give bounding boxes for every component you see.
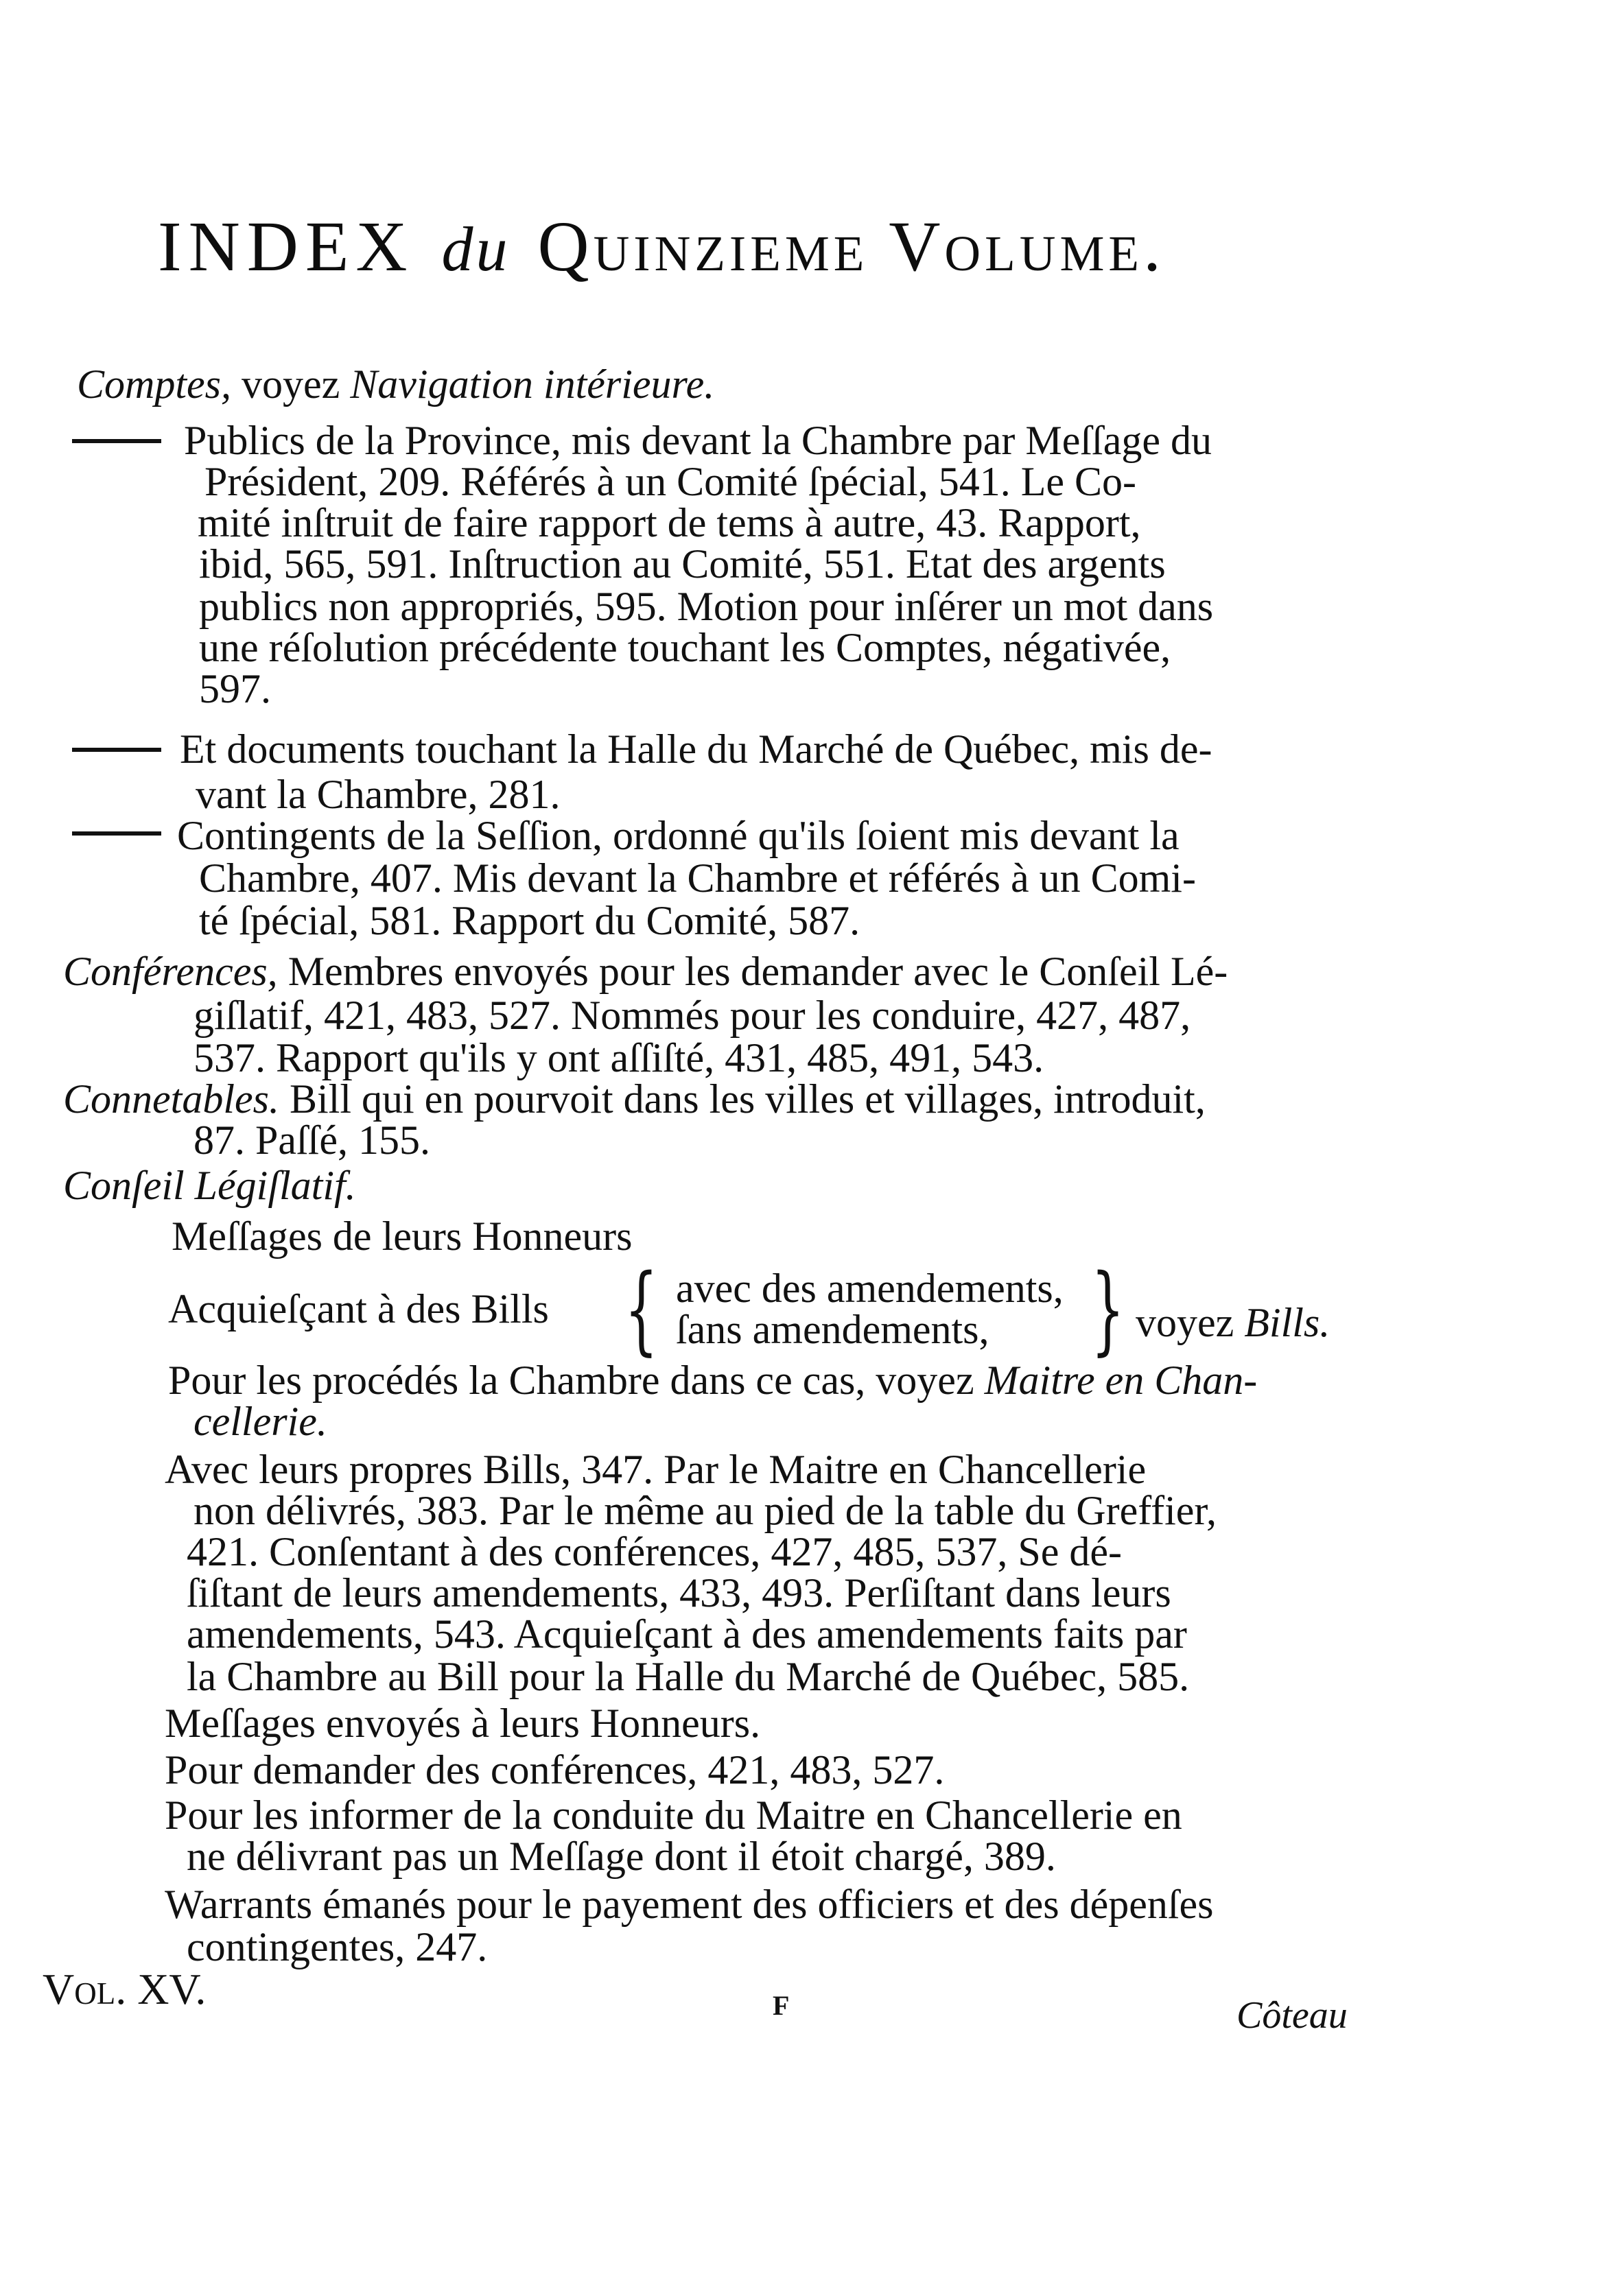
conseil-maitre-ref: Maitre en Chan- xyxy=(984,1358,1258,1403)
title-volume: Volume. xyxy=(889,207,1165,286)
conseil-pour-proc: Pour les procédés la Chambre dans ce cas, voyez xyxy=(168,1358,974,1403)
avec-leurs-line-4: ſiſtant de leurs amendements, 433, 493. Perſiſtant dans leurs xyxy=(187,1570,1171,1616)
contingents-line-1: Contingents de la Seſſion, ordonné qu'ils ſoient mis devant la xyxy=(177,813,1180,858)
warrants-line-2: contingentes, 247. xyxy=(187,1924,488,1969)
avec-leurs-line-5: amendements, 543. Acquieſçant à des amendements faits par xyxy=(187,1611,1187,1657)
conseil-pour-procedes xyxy=(168,1360,1257,1401)
right-brace-icon: } xyxy=(1091,1254,1125,1366)
publics-line-3: mité inſtruit de faire rapport de tems à autre, 43. Rapport, xyxy=(198,500,1141,545)
conseil-pour-demander: Pour demander des conférences, 421, 483, 527. xyxy=(165,1747,945,1792)
publics-line-4: ibid, 565, 591. Inſtruction au Comité, 551. Etat des argents xyxy=(199,541,1166,587)
conseil-voyez-bills xyxy=(1136,1302,1330,1343)
avec-leurs-line-2: non délivrés, 383. Par le même au pied de la table du Greffier, xyxy=(194,1488,1217,1533)
conseil-maitre-ref-2: cellerie. xyxy=(194,1399,327,1444)
conseil-bills: Bills. xyxy=(1244,1300,1330,1345)
contingents-line-3: té ſpécial, 581. Rapport du Comité, 587. xyxy=(199,898,860,943)
avec-leurs-line-6: la Chambre au Bill pour la Halle du Marché de Québec, 585. xyxy=(187,1654,1190,1699)
entry-head-connetables: Connetables. xyxy=(63,1076,279,1122)
connetables-line-2: 87. Paſſé, 155. xyxy=(194,1117,430,1163)
publics-line-1: Publics de la Province, mis devant la Chambre par Meſſage du xyxy=(184,418,1212,463)
connetables-line-1: Bill qui en pourvoit dans les villes et villages, introduit, xyxy=(289,1076,1206,1122)
title-du: du xyxy=(441,214,511,284)
avec-leurs-line-3: 421. Conſentant à des conférences, 427, 485, 537, Se dé- xyxy=(187,1529,1122,1574)
footer-volume: Vol. XV. xyxy=(43,1965,207,2013)
conseil-voyez: voyez xyxy=(1136,1300,1234,1345)
entry-comptes xyxy=(77,364,714,405)
warrants-line-1: Warrants émanés pour le payement des officiers et des dépenſes xyxy=(165,1882,1214,1927)
publics-line-2: Président, 209. Référés à un Comité ſpécial, 541. Le Co- xyxy=(204,459,1136,504)
avec-leurs-line-1: Avec leurs propres Bills, 347. Par le Maitre en Chancellerie xyxy=(165,1447,1147,1492)
title-index: INDEX xyxy=(158,207,414,286)
entry-dash xyxy=(72,831,161,836)
entry-head-comptes: Comptes, xyxy=(77,362,231,407)
conseil-messages-envoyes: Meſſages envoyés à leurs Honneurs. xyxy=(165,1701,761,1746)
documents-line-1: Et documents touchant la Halle du Marché de Québec, mis de- xyxy=(180,726,1212,772)
conferences-line-3: 537. Rapport qu'ils y ont aſſiſté, 431, 485, 491, 543. xyxy=(194,1035,1044,1080)
conseil-sans: ſans amendements, xyxy=(676,1307,989,1352)
contingents-line-2: Chambre, 407. Mis devant la Chambre et référés à un Comi- xyxy=(199,855,1196,901)
page-title xyxy=(158,206,1427,287)
entry-head-conferences: Conférences, xyxy=(63,949,278,994)
footer-catchword: Côteau xyxy=(1236,1994,1348,2037)
comptes-ref: Navigation intérieure. xyxy=(350,362,715,407)
conseil-avec: avec des amendements, xyxy=(676,1266,1064,1311)
entry-head-conseil: Conſeil Légiſlatif. xyxy=(63,1163,356,1208)
publics-line-6: une réſolution précédente touchant les Comptes, négativée, xyxy=(199,625,1171,670)
title-quinzieme: Quinzieme xyxy=(537,207,869,286)
entry-connetables xyxy=(63,1078,1206,1120)
left-brace-icon: { xyxy=(624,1254,658,1366)
conseil-acquiescant: Acquieſçant à des Bills xyxy=(168,1286,549,1332)
entry-dash xyxy=(72,439,161,443)
pour-informer-line-2: ne délivrant pas un Meſſage dont il étoit chargé, 389. xyxy=(187,1834,1056,1879)
publics-line-7: 597. xyxy=(199,666,271,711)
comptes-voyez: voyez xyxy=(242,362,340,407)
entry-conferences xyxy=(63,951,1228,992)
conferences-line-2: giſlatif, 421, 483, 527. Nommés pour les conduire, 427, 487, xyxy=(194,993,1191,1038)
entry-dash xyxy=(72,748,161,752)
documents-line-2: vant la Chambre, 281. xyxy=(196,772,561,817)
pour-informer-line-1: Pour les informer de la conduite du Maitre en Chancellerie en xyxy=(165,1792,1182,1838)
publics-line-5: publics non appropriés, 595. Motion pour inſérer un mot dans xyxy=(199,584,1214,629)
footer-signature: F xyxy=(773,1990,790,2021)
conseil-messages-heading: Meſſages de leurs Honneurs xyxy=(172,1214,633,1259)
conferences-line-1: Membres envoyés pour les demander avec le Conſeil Lé- xyxy=(288,949,1228,994)
